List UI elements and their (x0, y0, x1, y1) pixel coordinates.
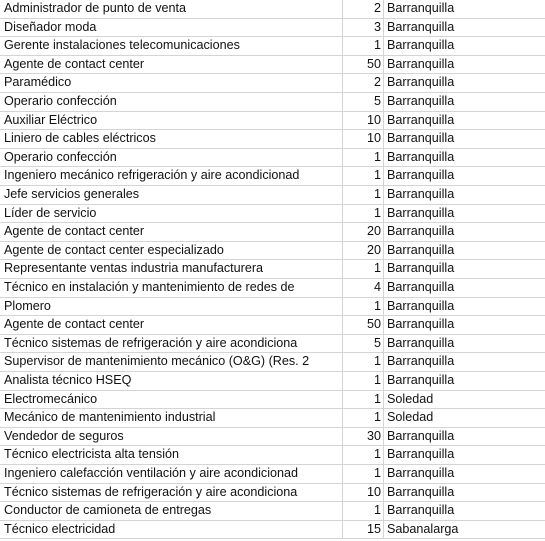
table-row (0, 19, 545, 38)
cell-vacantes[interactable]: 1 (343, 372, 384, 390)
cell-municipio[interactable]: Barranquilla (387, 205, 455, 220)
cell-vacantes[interactable]: 50 (343, 56, 384, 74)
table-row (0, 205, 545, 224)
cell-cargo[interactable]: Plomero (0, 298, 343, 316)
cell-cargo[interactable]: Administrador de punto de venta (0, 0, 343, 18)
cell-vacantes[interactable]: 10 (343, 130, 384, 148)
cell-vacantes[interactable]: 10 (343, 112, 384, 130)
cell-municipio[interactable]: Barranquilla (387, 131, 455, 146)
cell-cargo[interactable]: Operario confección (0, 149, 343, 167)
cell-municipio[interactable]: Sabanalarga (387, 521, 459, 536)
cell-municipio[interactable]: Barranquilla (387, 503, 455, 518)
cell-municipio[interactable]: Barranquilla (387, 1, 455, 15)
cell-vacantes[interactable]: 1 (343, 502, 384, 520)
cell-cargo[interactable]: Agente de contact center especializado (0, 242, 343, 260)
cell-cargo[interactable]: Paramédico (0, 74, 343, 92)
cell-vacantes[interactable]: 1 (343, 465, 384, 483)
cell-municipio[interactable]: Barranquilla (387, 75, 455, 90)
cell-vacantes[interactable]: 2 (343, 0, 384, 18)
cell-municipio[interactable]: Barranquilla (387, 484, 455, 499)
cell-vacantes[interactable]: 1 (343, 37, 384, 55)
table-row (0, 298, 545, 317)
cell-cargo[interactable]: Técnico sistemas de refrigeración y aire acondiciona (0, 335, 343, 353)
cell-cargo[interactable]: Liniero de cables eléctricos (0, 130, 343, 148)
cell-cargo[interactable]: Ingeniero calefacción ventilación y aire acondicionad (0, 465, 343, 483)
table-row (0, 112, 545, 131)
table-row (0, 465, 545, 484)
cell-vacantes[interactable]: 3 (343, 19, 384, 37)
cell-municipio[interactable]: Barranquilla (387, 466, 455, 480)
table-row (0, 428, 545, 447)
cell-cargo[interactable]: Ingeniero mecánico refrigeración y aire acondicionad (0, 167, 343, 185)
table-row (0, 223, 545, 242)
table-row (0, 391, 545, 410)
cell-vacantes[interactable]: 1 (343, 446, 384, 464)
table-row (0, 372, 545, 391)
cell-municipio[interactable]: Barranquilla (387, 335, 455, 350)
cell-municipio[interactable]: Soledad (387, 410, 434, 425)
cell-municipio[interactable]: Barranquilla (387, 298, 455, 313)
cell-cargo[interactable]: Gerente instalaciones telecomunicaciones (0, 37, 343, 55)
table-row (0, 353, 545, 372)
cell-municipio[interactable]: Barranquilla (387, 19, 455, 34)
cell-municipio[interactable]: Barranquilla (387, 112, 455, 127)
cell-cargo[interactable]: Técnico sistemas de refrigeración y aire acondiciona (0, 484, 343, 502)
cell-cargo[interactable]: Técnico electricista alta tensión (0, 446, 343, 464)
cell-vacantes[interactable]: 1 (343, 260, 384, 278)
cell-cargo[interactable]: Vendedor de seguros (0, 428, 343, 446)
table-row (0, 316, 545, 335)
cell-vacantes[interactable]: 1 (343, 149, 384, 167)
cell-vacantes[interactable]: 20 (343, 242, 384, 260)
cell-vacantes[interactable]: 20 (343, 223, 384, 241)
table-row (0, 186, 545, 205)
table-row (0, 130, 545, 149)
cell-vacantes[interactable]: 5 (343, 93, 384, 111)
table-row (0, 502, 545, 521)
cell-municipio[interactable]: Barranquilla (387, 447, 455, 462)
table-row (0, 279, 545, 298)
cell-vacantes[interactable]: 2 (343, 74, 384, 92)
cell-vacantes[interactable]: 50 (343, 316, 384, 334)
cell-municipio[interactable]: Barranquilla (387, 168, 455, 183)
cell-vacantes[interactable]: 1 (343, 298, 384, 316)
cell-vacantes[interactable]: 5 (343, 335, 384, 353)
cell-municipio[interactable]: Barranquilla (387, 94, 455, 108)
cell-cargo[interactable]: Jefe servicios generales (0, 186, 343, 204)
table-row (0, 446, 545, 465)
cell-municipio[interactable]: Soledad (387, 391, 434, 406)
cell-cargo[interactable]: Operario confección (0, 93, 343, 111)
cell-municipio[interactable]: Barranquilla (387, 56, 455, 71)
table-row (0, 0, 545, 19)
table-row (0, 260, 545, 279)
cell-vacantes[interactable]: 1 (343, 205, 384, 223)
table-row (0, 167, 545, 186)
cell-municipio[interactable]: Barranquilla (387, 354, 455, 369)
table-row (0, 335, 545, 354)
cell-cargo[interactable]: Auxiliar Eléctrico (0, 112, 343, 130)
cell-vacantes[interactable]: 4 (343, 279, 384, 297)
cell-vacantes[interactable]: 1 (343, 186, 384, 204)
cell-cargo[interactable]: Diseñador moda (0, 19, 343, 37)
cell-municipio[interactable]: Barranquilla (387, 373, 455, 387)
cell-cargo[interactable]: Electromecánico (0, 391, 343, 409)
cell-municipio[interactable]: Barranquilla (387, 187, 455, 201)
cell-cargo[interactable]: Representante ventas industria manufacturera (0, 260, 343, 278)
cell-vacantes[interactable]: 1 (343, 353, 384, 371)
cell-vacantes[interactable]: 10 (343, 484, 384, 502)
cell-municipio[interactable]: Barranquilla (387, 224, 455, 239)
table-row (0, 409, 545, 428)
cell-vacantes[interactable]: 1 (343, 409, 384, 427)
cell-cargo[interactable]: Agente de contact center (0, 56, 343, 74)
cell-municipio[interactable]: Barranquilla (387, 428, 455, 443)
cell-cargo[interactable]: Agente de contact center (0, 316, 343, 334)
cell-municipio[interactable]: Barranquilla (387, 261, 455, 276)
table-row (0, 56, 545, 75)
cell-municipio[interactable]: Barranquilla (387, 317, 455, 332)
cell-municipio[interactable]: Barranquilla (387, 280, 455, 294)
cell-vacantes[interactable]: 15 (343, 521, 384, 539)
table-row (0, 149, 545, 168)
cell-vacantes[interactable]: 1 (343, 391, 384, 409)
cell-municipio[interactable]: Barranquilla (387, 38, 455, 53)
cell-municipio[interactable]: Barranquilla (387, 242, 455, 257)
table-row (0, 93, 545, 112)
cell-municipio[interactable]: Barranquilla (387, 149, 455, 164)
table-row (0, 74, 545, 93)
cell-cargo[interactable]: Técnico en instalación y mantenimiento de redes de (0, 279, 343, 297)
table-row (0, 521, 545, 540)
table-row (0, 37, 545, 56)
cell-cargo[interactable]: Técnico electricidad (0, 521, 343, 539)
table-row (0, 242, 545, 261)
cell-cargo[interactable]: Mecánico de mantenimiento industrial (0, 409, 343, 427)
cell-cargo[interactable]: Supervisor de mantenimiento mecánico (O&G) (Res. 2 (0, 353, 343, 371)
cell-cargo[interactable]: Analista técnico HSEQ (0, 372, 343, 390)
cell-cargo[interactable]: Conductor de camioneta de entregas (0, 502, 343, 520)
cell-cargo[interactable]: Agente de contact center (0, 223, 343, 241)
table-row (0, 484, 545, 503)
cell-cargo[interactable]: Líder de servicio (0, 205, 343, 223)
cell-vacantes[interactable]: 30 (343, 428, 384, 446)
cell-vacantes[interactable]: 1 (343, 167, 384, 185)
